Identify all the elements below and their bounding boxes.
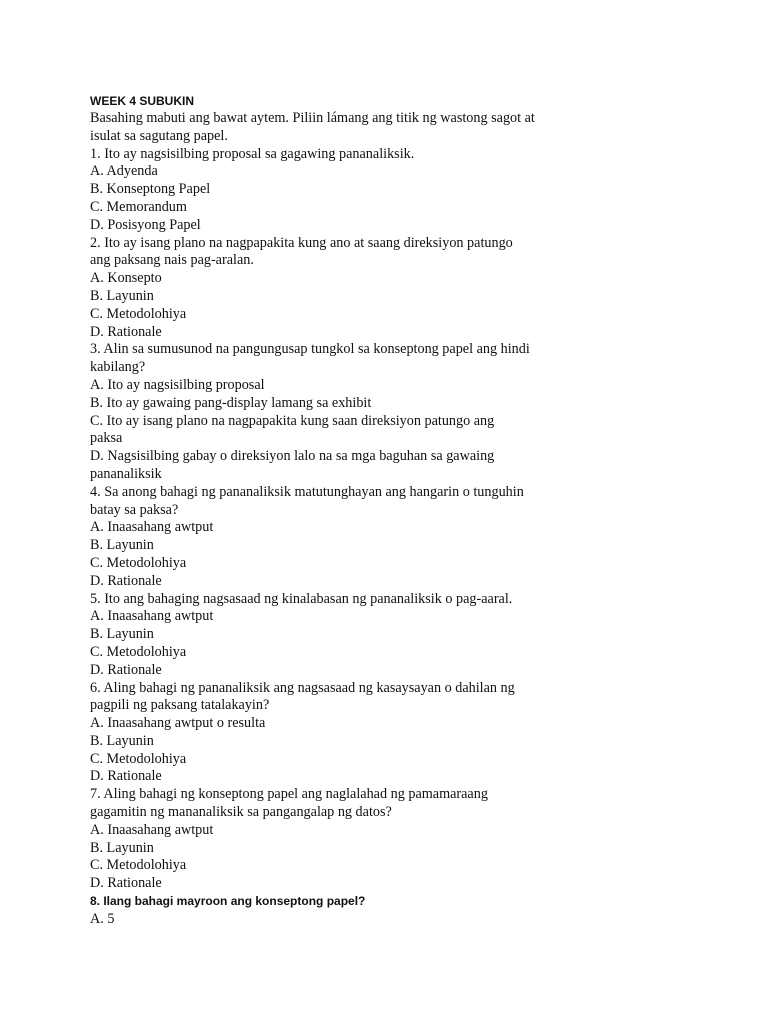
question-item — [90, 786, 730, 893]
question-stem-line: pagpili ng paksang tatalakayin? — [90, 697, 270, 714]
answer-choice — [90, 751, 730, 769]
answer-choice — [90, 715, 730, 733]
answer-choice — [90, 519, 730, 537]
answer-choice-line: D. Rationale — [90, 323, 162, 340]
answer-choice-line: B. Layunin — [90, 537, 154, 554]
answer-choice-line: A. Ito ay nagsisilbing proposal — [90, 376, 265, 393]
answer-choice-line: B. Layunin — [90, 287, 154, 304]
answer-choice-line: A. Inaasahang awtput o resulta — [90, 715, 266, 732]
question-item — [90, 341, 730, 483]
answer-choice-line: C. Metodolohiya — [90, 643, 187, 660]
question-stem-line: 5. Ito ang bahaging nagsasaad ng kinalabasan ng pananaliksik o pag-aaral. — [90, 590, 513, 607]
answer-choice — [90, 448, 730, 484]
question-stem-line: ang paksang nais pag-aralan. — [90, 252, 254, 269]
question-stem-line: 4. Sa anong bahagi ng pananaliksik matutunghayan ang hangarin o tunguhin — [90, 483, 524, 500]
answer-choice-line: B. Layunin — [90, 839, 154, 856]
answer-choice-line: A. Konsepto — [90, 270, 162, 287]
question-stem-line: 2. Ito ay isang plano na nagpapakita kung ano at saang direksiyon patungo — [90, 234, 513, 251]
question-stem-line: 1. Ito ay nagsisilbing proposal sa gagawing pananaliksik. — [90, 145, 415, 162]
answer-choice-line: D. Posisyong Papel — [90, 216, 201, 233]
answer-choice-line: pananaliksik — [90, 465, 162, 482]
answer-choice-line: D. Rationale — [90, 875, 162, 892]
answer-choice — [90, 822, 730, 840]
answer-choice-line: D. Rationale — [90, 661, 162, 678]
question-item — [90, 235, 730, 342]
answer-choice-line: C. Metodolohiya — [90, 554, 187, 571]
answer-choice-line: A. Inaasahang awtput — [90, 519, 214, 536]
answer-choice-line: A. Inaasahang awtput — [90, 608, 214, 625]
question-stem-line: gagamitin ng mananaliksik sa pangangalap ng datos? — [90, 804, 392, 821]
answer-choice-line: D. Nagsisilbing gabay o direksiyon lalo na sa mga baguhan sa gawaing — [90, 448, 495, 465]
question-item — [90, 484, 730, 591]
answer-choice — [90, 306, 730, 324]
answer-choice-line: D. Rationale — [90, 768, 162, 785]
answer-choice-line: B. Ito ay gawaing pang-display lamang sa exhibit — [90, 394, 372, 411]
answer-choice-line: C. Metodolohiya — [90, 857, 187, 874]
answer-choice-line: B. Layunin — [90, 626, 154, 643]
answer-choice — [90, 217, 730, 235]
answer-choice-line: A. 5 — [90, 910, 115, 927]
answer-choice — [90, 768, 730, 786]
answer-choice-line: B. Layunin — [90, 732, 154, 749]
answer-choice-line: C. Ito ay isang plano na nagpapakita kung saan direksiyon patungo ang — [90, 412, 495, 429]
answer-choice — [90, 662, 730, 680]
instructions-line: Basahing mabuti ang bawat aytem. Piliin lámang ang titik ng wastong sagot at — [90, 110, 535, 126]
answer-choice-line: D. Rationale — [90, 572, 162, 589]
answer-choice — [90, 573, 730, 591]
question-list — [90, 146, 730, 929]
question-stem-line: 6. Aling bahagi ng pananaliksik ang nagsasaad ng kasaysayan o dahilan ng — [90, 679, 515, 696]
answer-choice-line: C. Metodolohiya — [90, 305, 187, 322]
question-stem-line: batay sa paksa? — [90, 501, 179, 518]
answer-choice — [90, 413, 730, 449]
question-item — [90, 893, 730, 929]
answer-choice — [90, 270, 730, 288]
answer-choice — [90, 608, 730, 626]
document-page — [90, 93, 730, 929]
answer-choice — [90, 537, 730, 555]
answer-choice-line: paksa — [90, 430, 123, 447]
question-item — [90, 680, 730, 787]
answer-choice-line: C. Metodolohiya — [90, 750, 187, 767]
answer-choice — [90, 875, 730, 893]
answer-choice — [90, 626, 730, 644]
question-item — [90, 591, 730, 680]
answer-choice-line: A. Adyenda — [90, 163, 158, 180]
question-item — [90, 146, 730, 235]
answer-choice-line: B. Konseptong Papel — [90, 181, 211, 198]
question-stem-line: 3. Alin sa sumusunod na pangungusap tungkol sa konseptong papel ang hindi — [90, 341, 530, 358]
instructions — [90, 110, 730, 146]
answer-choice — [90, 733, 730, 751]
answer-choice-line: A. Inaasahang awtput — [90, 821, 214, 838]
answer-choice — [90, 857, 730, 875]
answer-choice — [90, 324, 730, 342]
question-stem-line: 7. Aling bahagi ng konseptong papel ang naglalahad ng pamamaraang — [90, 786, 488, 803]
answer-choice-line: C. Memorandum — [90, 198, 187, 215]
answer-choice — [90, 199, 730, 217]
answer-choice — [90, 555, 730, 573]
document-heading: WEEK 4 SUBUKIN — [90, 94, 195, 108]
question-stem-line: 8. Ilang bahagi mayroon ang konseptong papel? — [90, 894, 366, 909]
answer-choice — [90, 288, 730, 306]
answer-choice — [90, 395, 730, 413]
answer-choice — [90, 840, 730, 858]
instructions-line: isulat sa sagutang papel. — [90, 127, 228, 144]
answer-choice — [90, 163, 730, 181]
answer-choice — [90, 644, 730, 662]
question-stem-line: kabilang? — [90, 359, 146, 376]
answer-choice — [90, 377, 730, 395]
answer-choice — [90, 911, 730, 929]
answer-choice — [90, 181, 730, 199]
